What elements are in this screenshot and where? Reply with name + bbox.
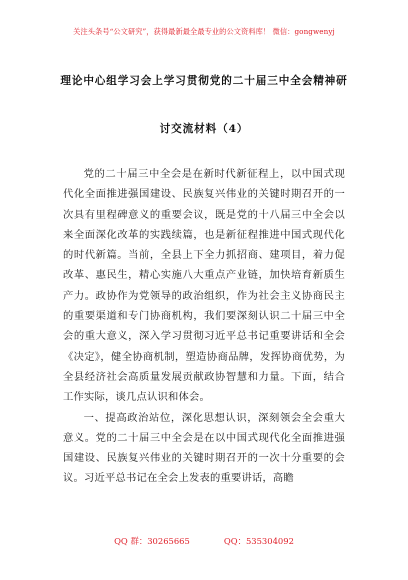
body-paragraph-2: 一、提高政治站位，深化思想认识，深刻领会全会重大意义。党的二十届三中全会是在以中国式现代化全面推进强国建设、民族复兴伟业的关键时期召开的一次十分重要的会议。习近平总书记在全会上发表的重要讲话，高瞻 bbox=[63, 411, 345, 485]
document-title-line-1: 理论中心组学习会上学习贯彻党的二十届三中全会精神研 bbox=[60, 75, 348, 87]
footer-contact bbox=[0, 535, 408, 547]
header-notice: 关注头条号“公文研究”，获得最新最全最专业的公文资料库！ 微信：gongwenyj bbox=[73, 27, 335, 36]
footer-qq-group: QQ 群：30265665 bbox=[114, 536, 190, 546]
footer-qq-number: QQ：535304092 bbox=[223, 536, 294, 546]
body-paragraph-1: 党的二十届三中全会是在新时代新征程上，以中国式现代化全面推进强国建设、民族复兴伟业的关键时期召开的一次具有里程碑意义的重要会议，既是党的十八届三中全会以来全面深化改革的实践续篇，也是新征程推进中国式现代化的时代新篇。当前，全县上下全力抓招商、建项目，着力促改革、惠民生，精心实施八大重点产业链，加快培育新质生产力。政协作为党领导的政治组织，作为社会主义协商民主的重要渠道和专门协商机构，我们要深刻认识二十届三中全会的重大意义，深入学习贯彻习近平总书记重要讲话和全会《决定》，健全协商机制，塑造协商品牌，发挥协商优势，为全县经济社会高质量发展贡献政协智慧和力量。下面，结合工作实际，谈几点认识和体会。 bbox=[63, 168, 345, 404]
document-body bbox=[63, 164, 345, 489]
document-title-line-2: 讨交流材料（4） bbox=[159, 123, 249, 135]
